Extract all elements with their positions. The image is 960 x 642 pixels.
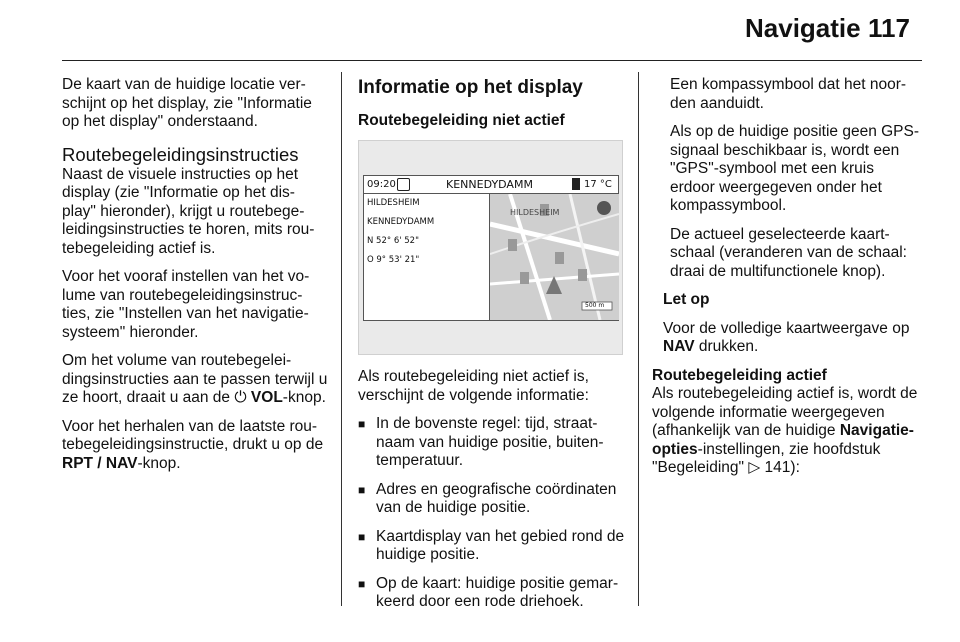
- vol-label: VOL: [250, 389, 283, 406]
- column-divider: [638, 72, 639, 606]
- text: Als routebegeleiding actief is, wordt de volgende informatie weergegeven (afhankelijk van de huidige: [652, 385, 918, 439]
- text: drukken.: [694, 338, 759, 355]
- display-top-bar: [364, 176, 618, 194]
- column-1: [62, 76, 328, 483]
- bullet-item: ■ Op de kaart: huidige positie gemar-keerd door een rode driehoek.: [358, 575, 626, 612]
- nav-display: [363, 175, 619, 321]
- display-address-panel: [367, 198, 434, 274]
- page-reference-icon: ▷: [748, 459, 761, 476]
- display-latitude: N 52° 6' 52": [367, 236, 420, 246]
- gps-icon: [397, 178, 410, 191]
- navigation-options-label: Navigatie-opties: [652, 422, 914, 458]
- header-rule: [62, 60, 922, 61]
- section-heading: Informatie op het display: [358, 77, 583, 98]
- list-continuation: Als op de huidige positie geen GPS-signaal beschikbaar is, wordt een "GPS"-symbool met een kruis erdoor weergegeven onder het kompassymbool.: [670, 123, 920, 214]
- bullet-item: ■ Adres en geografische coördinaten van de huidige positie.: [358, 481, 626, 518]
- section-heading: Routebegeleiding actief: [652, 366, 827, 384]
- column-2: [358, 76, 626, 131]
- paragraph: [62, 418, 328, 474]
- nav-display-image: [358, 140, 623, 355]
- display-city: HILDESHEIM: [367, 198, 420, 208]
- nav-label: NAV: [663, 338, 695, 355]
- display-street: KENNEDYDAMM: [367, 217, 435, 227]
- display-temperature: 17 °C: [584, 179, 612, 190]
- text: -instellingen, zie hoofdstuk "Begeleiding": [652, 440, 881, 476]
- text: -knop.: [137, 454, 181, 472]
- map-scale: 500 m: [585, 302, 605, 309]
- note-body: [652, 320, 922, 357]
- paragraph: Naast de visuele instructies op het display (zie "Informatie op het dis-play" hieronder), krijgt u routebege-leidingsinstructies te horen, mits rou-tebegeleiding actief is.: [62, 165, 315, 257]
- paragraph: Als routebegeleiding niet actief is, verschijnt de volgende informatie:: [358, 368, 589, 404]
- paragraph: [62, 352, 328, 408]
- text: -knop.: [282, 389, 326, 406]
- column-3: [652, 76, 922, 488]
- page-number: 117: [868, 13, 910, 43]
- bullet-item: ■ Kaartdisplay van het gebied rond de huidige positie.: [358, 528, 626, 565]
- display-longitude: O 9° 53' 21": [367, 255, 420, 265]
- text: Om het volume van routebegelei-dingsinstructies aan te passen terwijl u ze hoort, draait u aan de: [62, 352, 328, 406]
- rpt-nav-label: RPT / NAV: [62, 454, 138, 472]
- list-continuation: Een kompassymbool dat het noor-den aanduidt.: [670, 76, 907, 112]
- column-2-text: [358, 368, 626, 622]
- text: Voor de volledige kaartweergave op: [663, 319, 910, 337]
- map-city-label: HILDESHEIM: [510, 208, 560, 217]
- display-map: [489, 194, 619, 320]
- text: Voor het herhalen van de laatste rou-tebegeleidingsinstructie, drukt u op de: [62, 417, 324, 453]
- bullet-item: ■ In de bovenste regel: tijd, straat-naam van huidige positie, buiten-temperatuur.: [358, 415, 626, 471]
- column-divider: [341, 72, 342, 606]
- section-heading: Routebegeleidingsinstructies: [62, 143, 299, 165]
- paragraph: De kaart van de huidige locatie ver-schijnt op het display, zie "Informatie op het display" onderstaand.: [62, 76, 312, 130]
- page-title: Navigatie: [745, 13, 861, 43]
- note-title: Let op: [663, 291, 710, 308]
- paragraph: [652, 385, 922, 478]
- paragraph: Voor het vooraf instellen van het vo-lume van routebegeleidingsinstruc-ties, zie "Instellen van het navigatie-systeem" hieronder.: [62, 268, 310, 341]
- list-continuation: De actueel geselecteerde kaart-schaal (veranderen van de schaal: draai de multifunctionele knop).: [670, 225, 907, 280]
- text: 141):: [760, 459, 800, 476]
- display-street: KENNEDYDAMM: [446, 178, 533, 191]
- thermometer-icon: [572, 178, 580, 190]
- display-time: 09:20: [367, 179, 396, 190]
- subheading: Routebegeleiding niet actief: [358, 112, 565, 129]
- power-icon: ⏻: [234, 389, 247, 406]
